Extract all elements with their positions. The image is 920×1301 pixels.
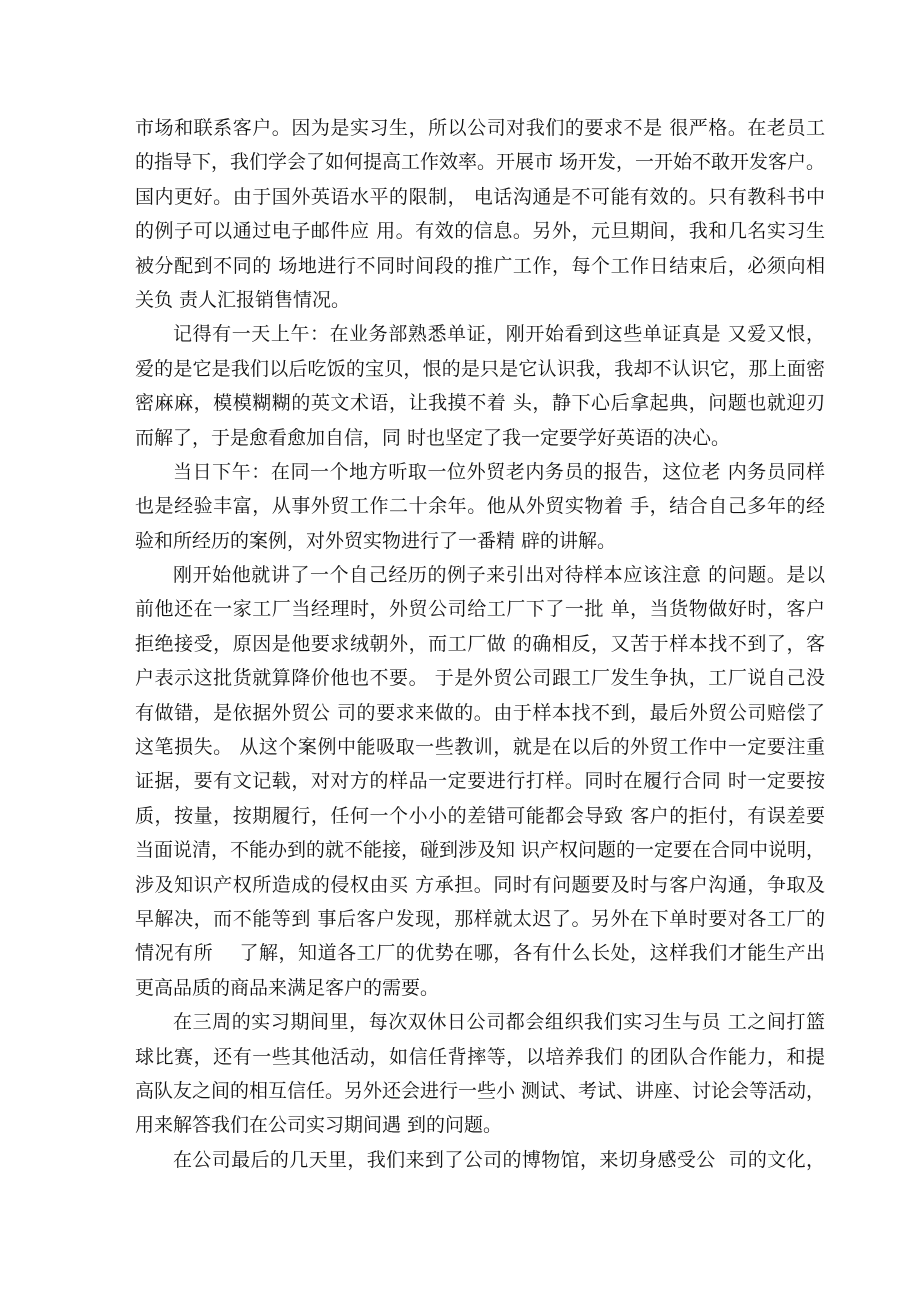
text-line: 情况有所 了解，知道各工厂的优势在哪，各有什么长处，这样我们才能生产出 <box>135 942 825 965</box>
paragraph <box>135 111 825 317</box>
paragraph <box>135 317 825 455</box>
text-line: 国内更好。由于国外英语水平的限制， 电话沟通是不可能有效的。只有教科书中 <box>135 185 825 208</box>
text-line: 而解了，于是愈看愈加自信，同 时也坚定了我一定要学好英语的决心。 <box>135 426 731 449</box>
paragraph <box>135 558 825 1005</box>
text-line: 密麻麻，模模糊糊的英文术语，让我摸不着 头，静下心后拿起典，问题也就迎刃 <box>135 392 825 415</box>
text-line: 的例子可以通过电子邮件应 用。有效的信息。另外，元旦期间，我和几名实习生 <box>135 220 825 243</box>
text-line: 拒绝接受，原因是他要求绒朝外，而工厂做 的确相反，又苦于样本找不到了，客 <box>135 632 825 655</box>
text-line: 球比赛，还有一些其他活动，如信任背摔等，以培养我们 的团队合作能力，和提 <box>135 1045 825 1068</box>
text-line: 质，按量，按期履行，任何一个小小的差错可能都会导致 客户的拒付，有误差要 <box>135 804 825 827</box>
text-line: 更高品质的商品来满足客户的需要。 <box>135 976 440 999</box>
text-line: 被分配到不同的 场地进行不同时间段的推广工作，每个工作日结束后，必须向相 <box>135 254 825 277</box>
text-line: 记得有一天上午：在业务部熟悉单证，刚开始看到这些单证真是 又爱又恨， <box>173 323 825 346</box>
text-line: 当日下午：在同一个地方听取一位外贸老内务员的报告，这位老 内务员同样 <box>173 460 825 483</box>
document-body <box>135 111 825 1177</box>
text-line: 的指导下，我们学会了如何提高工作效率。开展市 场开发，一开始不敢开发客户。 <box>135 151 826 174</box>
text-line: 涉及知识产权所造成的侵权由买 方承担。同时有问题要及时与客户沟通，争取及 <box>135 873 825 896</box>
text-line: 关负 责人汇报销售情况。 <box>135 288 351 311</box>
text-line: 用来解答我们在公司实习期间遇 到的问题。 <box>135 1114 503 1137</box>
text-line: 有做错，是依据外贸公 司的要求来做的。由于样本找不到，最后外贸公司赔偿了 <box>135 701 825 724</box>
text-line: 在公司最后的几天里，我们来到了公司的博物馆，来切身感受公 司的文化， <box>173 1148 825 1171</box>
text-line: 高队友之间的相互信任。另外还会进行一些小 测试、考试、讲座、讨论会等活动， <box>135 1079 826 1102</box>
text-line: 市场和联系客户。因为是实习生，所以公司对我们的要求不是 很严格。在老员工 <box>135 117 825 139</box>
text-line: 刚开始他就讲了一个自己经历的例子来引出对待样本应该注意 的问题。是以 <box>173 564 825 587</box>
text-line: 早解决，而不能等到 事后客户发现，那样就太迟了。另外在下单时要对各工厂的 <box>135 907 825 930</box>
paragraph <box>135 1143 825 1177</box>
paragraph <box>135 455 825 558</box>
text-line: 证据，要有文记载，对对方的样品一定要进行打样。同时在履行合同 时一定要按 <box>135 770 825 793</box>
text-line: 这笔损失。 从这个案例中能吸取一些教训，就是在以后的外贸工作中一定要注重 <box>135 736 825 759</box>
text-line: 验和所经历的案例，对外贸实物进行了一番精 辟的讲解。 <box>135 529 617 552</box>
text-line: 户表示这批货就算降价他也不要。 于是外贸公司跟工厂发生争执，工厂说自己没 <box>135 667 825 690</box>
text-line: 当面说清，不能办到的就不能接，碰到涉及知 识产权问题的一定要在合同中说明， <box>135 839 826 862</box>
paragraph <box>135 1005 825 1143</box>
text-line: 前他还在一家工厂当经理时，外贸公司给工厂下了一批 单，当货物做好时，客户 <box>135 598 825 621</box>
text-line: 爱的是它是我们以后吃饭的宝贝，恨的是只是它认识我，我却不认识它，那上面密 <box>135 357 825 380</box>
text-line: 在三周的实习期间里，每次双休日公司都会组织我们实习生与员 工之间打篮 <box>173 1011 825 1034</box>
text-line: 也是经验丰富，从事外贸工作二十余年。他从外贸实物着 手，结合自己多年的经 <box>135 495 825 518</box>
